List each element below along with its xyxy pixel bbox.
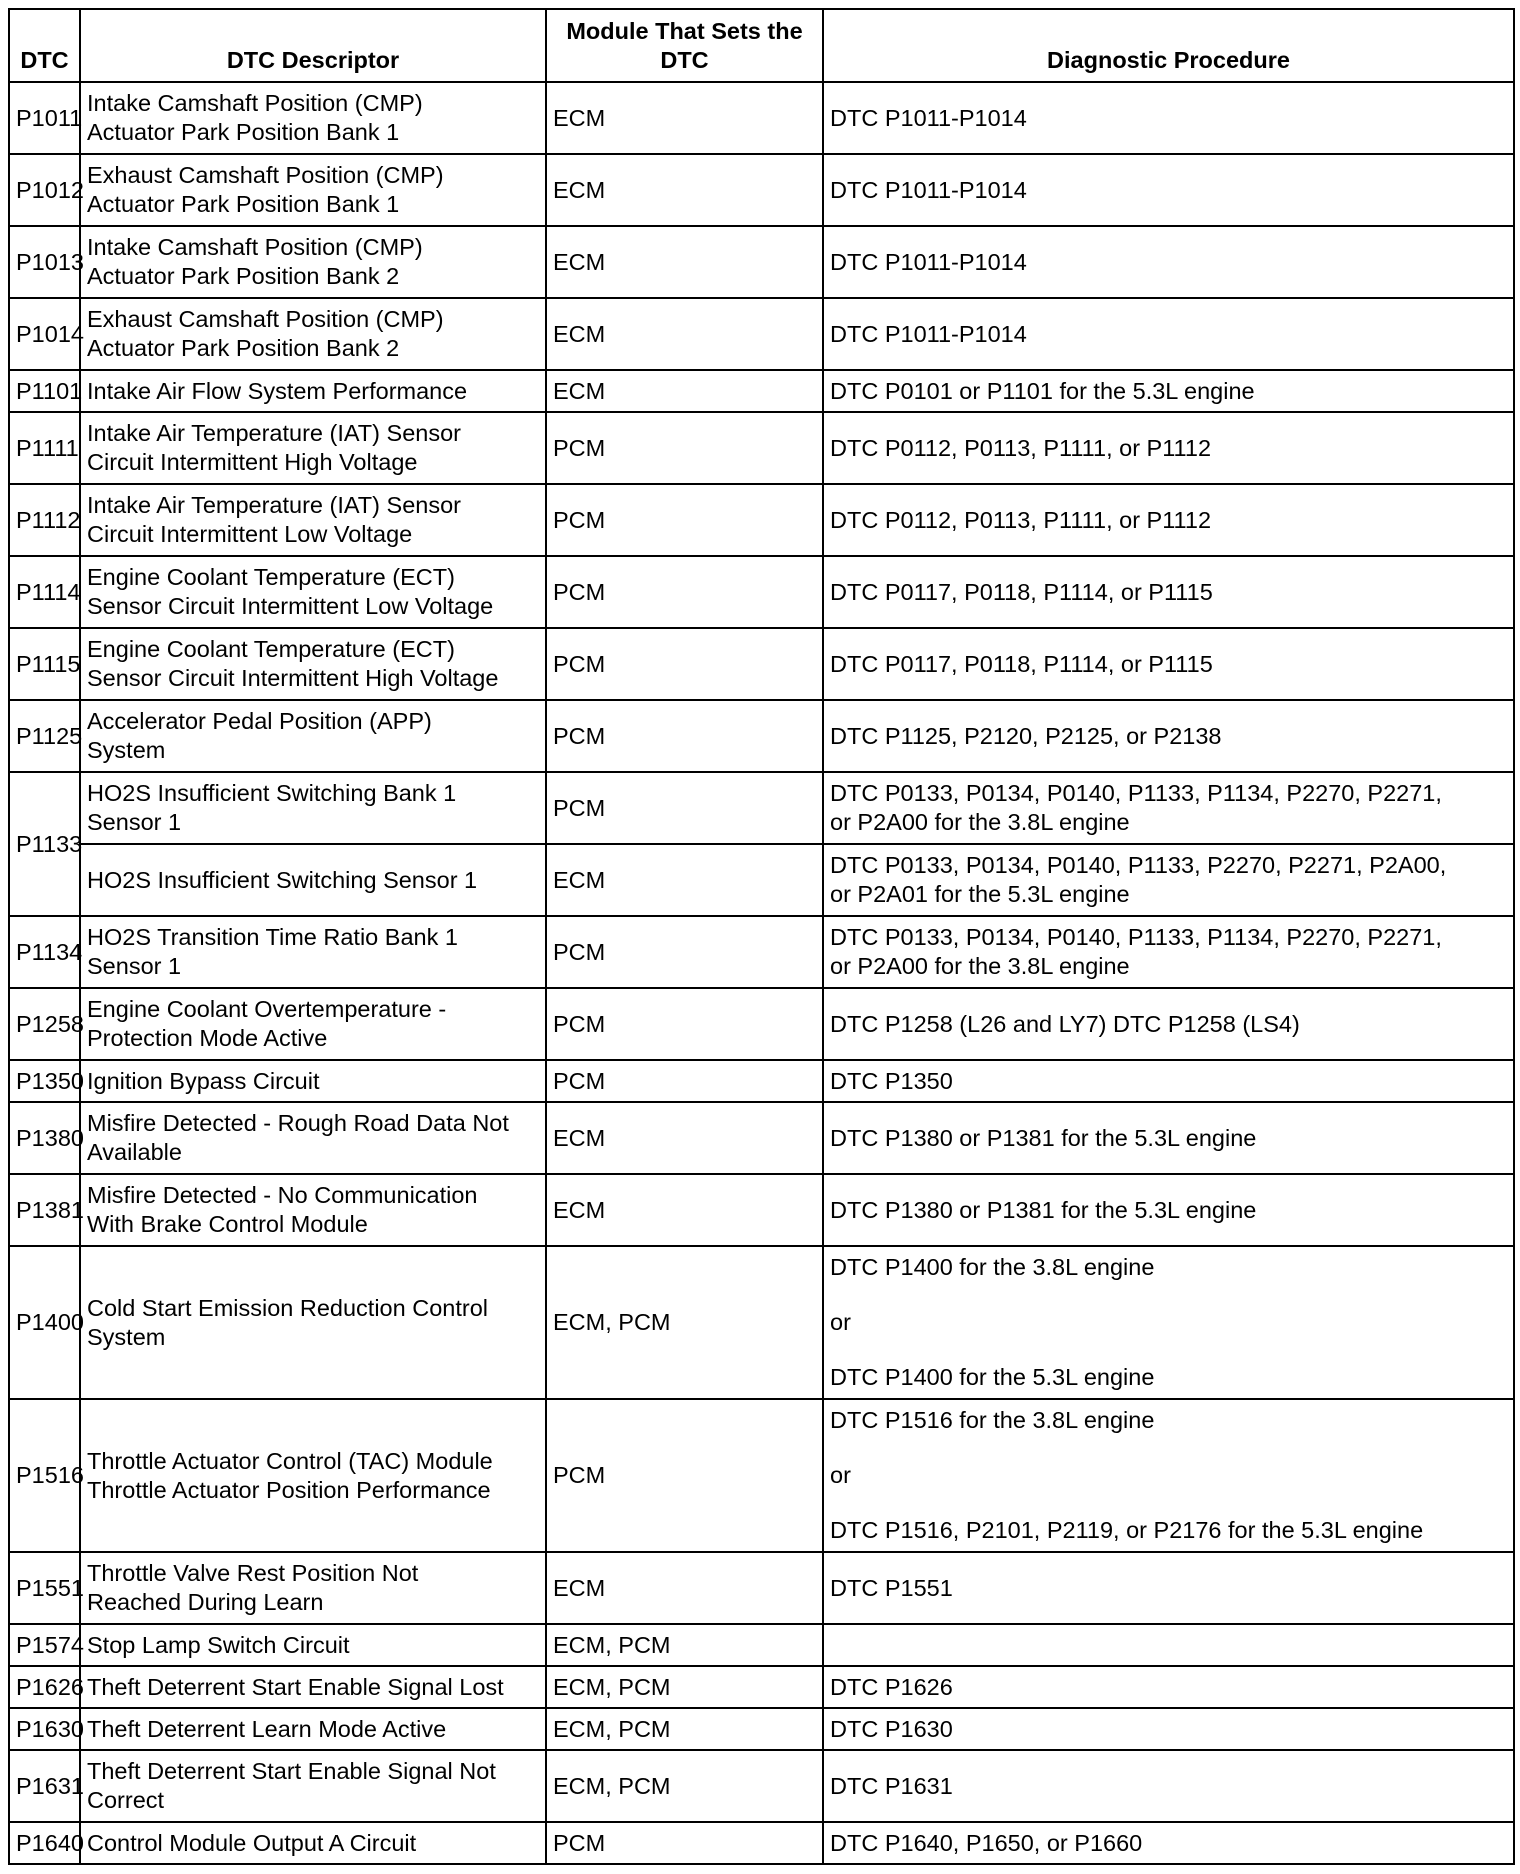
- procedure-line: DTC P1380 or P1381 for the 5.3L engine: [830, 1124, 1257, 1151]
- procedure-line: DTC P0117, P0118, P1114, or P1115: [830, 650, 1213, 677]
- dtc-descriptor-cell: [80, 988, 546, 1060]
- descriptor-line: System: [87, 1323, 166, 1350]
- dtc-code-cell: P1125: [9, 700, 80, 772]
- dtc-descriptor-cell: [80, 916, 546, 988]
- dtc-code-cell: P1011: [9, 82, 80, 154]
- descriptor-line: Theft Deterrent Start Enable Signal Lost: [87, 1673, 504, 1700]
- dtc-descriptor-cell: [80, 1624, 546, 1666]
- diagnostic-procedure-cell: [823, 1666, 1514, 1708]
- descriptor-line: Intake Camshaft Position (CMP): [87, 90, 423, 116]
- table-row: [9, 1060, 1514, 1102]
- dtc-descriptor-cell: [80, 370, 546, 412]
- paragraph-gap: [830, 1490, 1507, 1516]
- procedure-line: or: [830, 1462, 851, 1488]
- descriptor-line: Actuator Park Position Bank 2: [87, 263, 400, 289]
- dtc-code-cell: P1631: [9, 1750, 80, 1822]
- module-cell: ECM, PCM: [546, 1246, 823, 1399]
- dtc-code-cell: P1400: [9, 1246, 80, 1399]
- descriptor-line: Actuator Park Position Bank 1: [87, 191, 400, 217]
- descriptor-line: Intake Air Flow System Performance: [87, 377, 468, 404]
- dtc-table: [8, 8, 1515, 1865]
- dtc-code-cell: P1380: [9, 1102, 80, 1174]
- dtc-descriptor-cell: [80, 1102, 546, 1174]
- dtc-code-cell: P1112: [9, 484, 80, 556]
- paragraph-gap: [830, 1435, 1507, 1461]
- dtc-code-cell: P1101: [9, 370, 80, 412]
- diagnostic-procedure-cell: [823, 1552, 1514, 1624]
- descriptor-line: Sensor 1: [87, 953, 182, 979]
- table-row: [9, 1624, 1514, 1666]
- dtc-descriptor-cell: [80, 772, 546, 844]
- dtc-code-cell: P1381: [9, 1174, 80, 1246]
- table-row: [9, 1399, 1514, 1552]
- descriptor-line: Ignition Bypass Circuit: [87, 1067, 320, 1094]
- dtc-code-cell: P1258: [9, 988, 80, 1060]
- table-row: [9, 484, 1514, 556]
- dtc-descriptor-cell: [80, 1399, 546, 1552]
- procedure-line: or P2A00 for the 3.8L engine: [830, 809, 1130, 835]
- descriptor-line: Theft Deterrent Start Enable Signal Not: [87, 1758, 496, 1784]
- table-row: [9, 1666, 1514, 1708]
- descriptor-line: Reached During Learn: [87, 1589, 324, 1615]
- diagnostic-procedure-cell: [823, 1246, 1514, 1399]
- descriptor-line: Correct: [87, 1787, 165, 1813]
- header-module-line1: Module That Sets the: [566, 18, 803, 44]
- descriptor-line: Misfire Detected - No Communication: [87, 1182, 478, 1208]
- dtc-code-cell: P1013: [9, 226, 80, 298]
- diagnostic-procedure-cell: [823, 1822, 1514, 1864]
- table-row: [9, 1708, 1514, 1750]
- procedure-line: DTC P0112, P0113, P1111, or P1112: [830, 434, 1212, 461]
- table-row: [9, 226, 1514, 298]
- descriptor-line: Sensor 1: [87, 809, 182, 835]
- dtc-descriptor-cell: [80, 1750, 546, 1822]
- procedure-line: DTC P1551: [830, 1574, 953, 1601]
- table-row: [9, 772, 1514, 844]
- procedure-line: or: [830, 1309, 851, 1335]
- module-cell: PCM: [546, 1399, 823, 1552]
- dtc-code-cell: P1012: [9, 154, 80, 226]
- dtc-descriptor-cell: [80, 1708, 546, 1750]
- procedure-line: or P2A00 for the 3.8L engine: [830, 953, 1130, 979]
- diagnostic-procedure-cell: [823, 484, 1514, 556]
- procedure-line: DTC P1516 for the 3.8L engine: [830, 1407, 1155, 1433]
- module-cell: ECM: [546, 154, 823, 226]
- procedure-line: DTC P0112, P0113, P1111, or P1112: [830, 506, 1212, 533]
- descriptor-line: Sensor Circuit Intermittent Low Voltage: [87, 593, 494, 619]
- diagnostic-procedure-cell: [823, 1399, 1514, 1552]
- dtc-code-cell: P1111: [9, 412, 80, 484]
- dtc-code-cell: P1133: [9, 772, 80, 916]
- descriptor-line: Actuator Park Position Bank 1: [87, 119, 400, 145]
- procedure-line: DTC P0133, P0134, P0140, P1133, P2270, P2271, P2A00,: [830, 852, 1447, 878]
- diagnostic-procedure-cell: [823, 844, 1514, 916]
- table-row: [9, 412, 1514, 484]
- table-row: [9, 1822, 1514, 1864]
- dtc-descriptor-cell: [80, 412, 546, 484]
- dtc-descriptor-cell: [80, 1246, 546, 1399]
- module-cell: ECM, PCM: [546, 1750, 823, 1822]
- descriptor-line: Actuator Park Position Bank 2: [87, 335, 400, 361]
- descriptor-line: With Brake Control Module: [87, 1211, 368, 1237]
- header-module-line2: DTC: [660, 47, 709, 73]
- dtc-descriptor-cell: [80, 154, 546, 226]
- table-row: [9, 1552, 1514, 1624]
- dtc-descriptor-cell: [80, 484, 546, 556]
- procedure-line: DTC P1400 for the 5.3L engine: [830, 1364, 1155, 1390]
- procedure-line: DTC P0133, P0134, P0140, P1133, P1134, P2270, P2271,: [830, 780, 1442, 806]
- table-row: [9, 988, 1514, 1060]
- table-row: [9, 556, 1514, 628]
- dtc-descriptor-cell: [80, 1552, 546, 1624]
- diagnostic-procedure-cell: [823, 370, 1514, 412]
- descriptor-line: Engine Coolant Temperature (ECT): [87, 636, 455, 662]
- table-row: [9, 1246, 1514, 1399]
- module-cell: ECM, PCM: [546, 1666, 823, 1708]
- header-procedure: Diagnostic Procedure: [823, 9, 1514, 82]
- module-cell: PCM: [546, 988, 823, 1060]
- dtc-code-cell: P1350: [9, 1060, 80, 1102]
- procedure-line: DTC P1011-P1014: [830, 176, 1027, 203]
- module-cell: ECM: [546, 1174, 823, 1246]
- diagnostic-procedure-cell: [823, 628, 1514, 700]
- dtc-code-cell: P1626: [9, 1666, 80, 1708]
- table-row: [9, 628, 1514, 700]
- header-descriptor: DTC Descriptor: [80, 9, 546, 82]
- module-cell: ECM: [546, 1552, 823, 1624]
- diagnostic-procedure-cell: [823, 916, 1514, 988]
- diagnostic-procedure-cell: [823, 226, 1514, 298]
- table-row: [9, 370, 1514, 412]
- dtc-table-container: [8, 8, 1515, 1865]
- dtc-descriptor-cell: [80, 82, 546, 154]
- descriptor-line: Misfire Detected - Rough Road Data Not: [87, 1110, 509, 1136]
- procedure-line: DTC P0101 or P1101 for the 5.3L engine: [830, 377, 1255, 404]
- table-row: [9, 700, 1514, 772]
- descriptor-line: HO2S Insufficient Switching Bank 1: [87, 780, 457, 806]
- descriptor-line: Stop Lamp Switch Circuit: [87, 1631, 350, 1658]
- diagnostic-procedure-cell: [823, 700, 1514, 772]
- descriptor-line: Engine Coolant Temperature (ECT): [87, 564, 455, 590]
- module-cell: ECM: [546, 226, 823, 298]
- dtc-descriptor-cell: [80, 298, 546, 370]
- dtc-code-cell: P1516: [9, 1399, 80, 1552]
- diagnostic-procedure-cell: [823, 82, 1514, 154]
- module-cell: PCM: [546, 916, 823, 988]
- dtc-descriptor-cell: [80, 1666, 546, 1708]
- descriptor-line: Circuit Intermittent Low Voltage: [87, 521, 413, 547]
- module-cell: ECM, PCM: [546, 1624, 823, 1666]
- module-cell: ECM, PCM: [546, 1708, 823, 1750]
- table-row: [9, 844, 1514, 916]
- descriptor-line: Throttle Actuator Control (TAC) Module: [87, 1447, 493, 1474]
- descriptor-line: Sensor Circuit Intermittent High Voltage: [87, 665, 499, 691]
- diagnostic-procedure-cell: [823, 298, 1514, 370]
- dtc-descriptor-cell: [80, 1822, 546, 1864]
- dtc-code-cell: P1551: [9, 1552, 80, 1624]
- dtc-descriptor-cell: [80, 1174, 546, 1246]
- descriptor-line: System: [87, 737, 166, 763]
- header-dtc: DTC: [9, 9, 80, 82]
- diagnostic-procedure-cell: [823, 1174, 1514, 1246]
- module-cell: ECM: [546, 370, 823, 412]
- procedure-line: or P2A01 for the 5.3L engine: [830, 881, 1130, 907]
- module-cell: ECM: [546, 298, 823, 370]
- module-cell: PCM: [546, 700, 823, 772]
- module-cell: PCM: [546, 628, 823, 700]
- dtc-code-cell: P1640: [9, 1822, 80, 1864]
- descriptor-line: Theft Deterrent Learn Mode Active: [87, 1715, 447, 1742]
- procedure-line: DTC P1626: [830, 1673, 953, 1700]
- procedure-line: DTC P1011-P1014: [830, 104, 1027, 131]
- module-cell: ECM: [546, 844, 823, 916]
- procedure-line: DTC P1011-P1014: [830, 248, 1027, 275]
- diagnostic-procedure-cell: [823, 1102, 1514, 1174]
- table-row: [9, 298, 1514, 370]
- table-body: [9, 82, 1514, 1864]
- diagnostic-procedure-cell: [823, 988, 1514, 1060]
- procedure-line: DTC P0133, P0134, P0140, P1133, P1134, P2270, P2271,: [830, 924, 1442, 950]
- descriptor-line: Exhaust Camshaft Position (CMP): [87, 306, 444, 332]
- descriptor-line: Protection Mode Active: [87, 1025, 328, 1051]
- descriptor-line: Cold Start Emission Reduction Control: [87, 1294, 488, 1321]
- descriptor-line: HO2S Insufficient Switching Sensor 1: [87, 866, 478, 893]
- diagnostic-procedure-cell: [823, 772, 1514, 844]
- diagnostic-procedure-cell: [823, 1708, 1514, 1750]
- descriptor-line: Throttle Valve Rest Position Not: [87, 1560, 419, 1586]
- dtc-descriptor-cell: [80, 226, 546, 298]
- dtc-code-cell: P1134: [9, 916, 80, 988]
- dtc-code-cell: P1630: [9, 1708, 80, 1750]
- table-row: [9, 154, 1514, 226]
- descriptor-line: HO2S Transition Time Ratio Bank 1: [87, 924, 458, 950]
- paragraph-gap: [830, 1282, 1507, 1308]
- procedure-line: DTC P1125, P2120, P2125, or P2138: [830, 722, 1222, 749]
- table-row: [9, 1102, 1514, 1174]
- dtc-descriptor-cell: [80, 844, 546, 916]
- procedure-line: DTC P1350: [830, 1067, 953, 1094]
- module-cell: PCM: [546, 412, 823, 484]
- descriptor-line: Engine Coolant Overtemperature -: [87, 996, 447, 1022]
- descriptor-line: Intake Air Temperature (IAT) Sensor: [87, 492, 461, 518]
- procedure-line: DTC P1630: [830, 1715, 953, 1742]
- diagnostic-procedure-cell: [823, 1624, 1514, 1666]
- descriptor-line: Accelerator Pedal Position (APP): [87, 708, 432, 734]
- descriptor-line: Intake Camshaft Position (CMP): [87, 234, 423, 260]
- module-cell: PCM: [546, 484, 823, 556]
- table-row: [9, 1174, 1514, 1246]
- descriptor-line: Intake Air Temperature (IAT) Sensor: [87, 420, 461, 446]
- module-cell: PCM: [546, 556, 823, 628]
- header-row: [9, 9, 1514, 82]
- procedure-line: DTC P1400 for the 3.8L engine: [830, 1254, 1155, 1280]
- procedure-line: DTC P0117, P0118, P1114, or P1115: [830, 578, 1213, 605]
- diagnostic-procedure-cell: [823, 1750, 1514, 1822]
- table-row: [9, 916, 1514, 988]
- descriptor-line: Throttle Actuator Position Performance: [87, 1476, 491, 1503]
- procedure-line: DTC P1011-P1014: [830, 320, 1027, 347]
- dtc-code-cell: P1574: [9, 1624, 80, 1666]
- diagnostic-procedure-cell: [823, 556, 1514, 628]
- dtc-descriptor-cell: [80, 628, 546, 700]
- procedure-line: DTC P1631: [830, 1772, 953, 1799]
- dtc-code-cell: P1014: [9, 298, 80, 370]
- table-row: [9, 82, 1514, 154]
- module-cell: ECM: [546, 82, 823, 154]
- header-module: [546, 9, 823, 82]
- dtc-descriptor-cell: [80, 1060, 546, 1102]
- procedure-line: DTC P1258 (L26 and LY7) DTC P1258 (LS4): [830, 1010, 1300, 1037]
- module-cell: PCM: [546, 1060, 823, 1102]
- dtc-descriptor-cell: [80, 700, 546, 772]
- diagnostic-procedure-cell: [823, 154, 1514, 226]
- procedure-line: DTC P1380 or P1381 for the 5.3L engine: [830, 1196, 1257, 1223]
- diagnostic-procedure-cell: [823, 412, 1514, 484]
- procedure-line: DTC P1640, P1650, or P1660: [830, 1829, 1143, 1856]
- module-cell: PCM: [546, 772, 823, 844]
- descriptor-line: Control Module Output A Circuit: [87, 1829, 417, 1856]
- paragraph-gap: [830, 1337, 1507, 1363]
- module-cell: ECM: [546, 1102, 823, 1174]
- table-row: [9, 1750, 1514, 1822]
- dtc-code-cell: P1115: [9, 628, 80, 700]
- descriptor-line: Circuit Intermittent High Voltage: [87, 449, 418, 475]
- diagnostic-procedure-cell: [823, 1060, 1514, 1102]
- procedure-line: DTC P1516, P2101, P2119, or P2176 for the 5.3L engine: [830, 1517, 1424, 1543]
- dtc-code-cell: P1114: [9, 556, 80, 628]
- dtc-descriptor-cell: [80, 556, 546, 628]
- module-cell: PCM: [546, 1822, 823, 1864]
- descriptor-line: Exhaust Camshaft Position (CMP): [87, 162, 444, 188]
- descriptor-line: Available: [87, 1139, 182, 1165]
